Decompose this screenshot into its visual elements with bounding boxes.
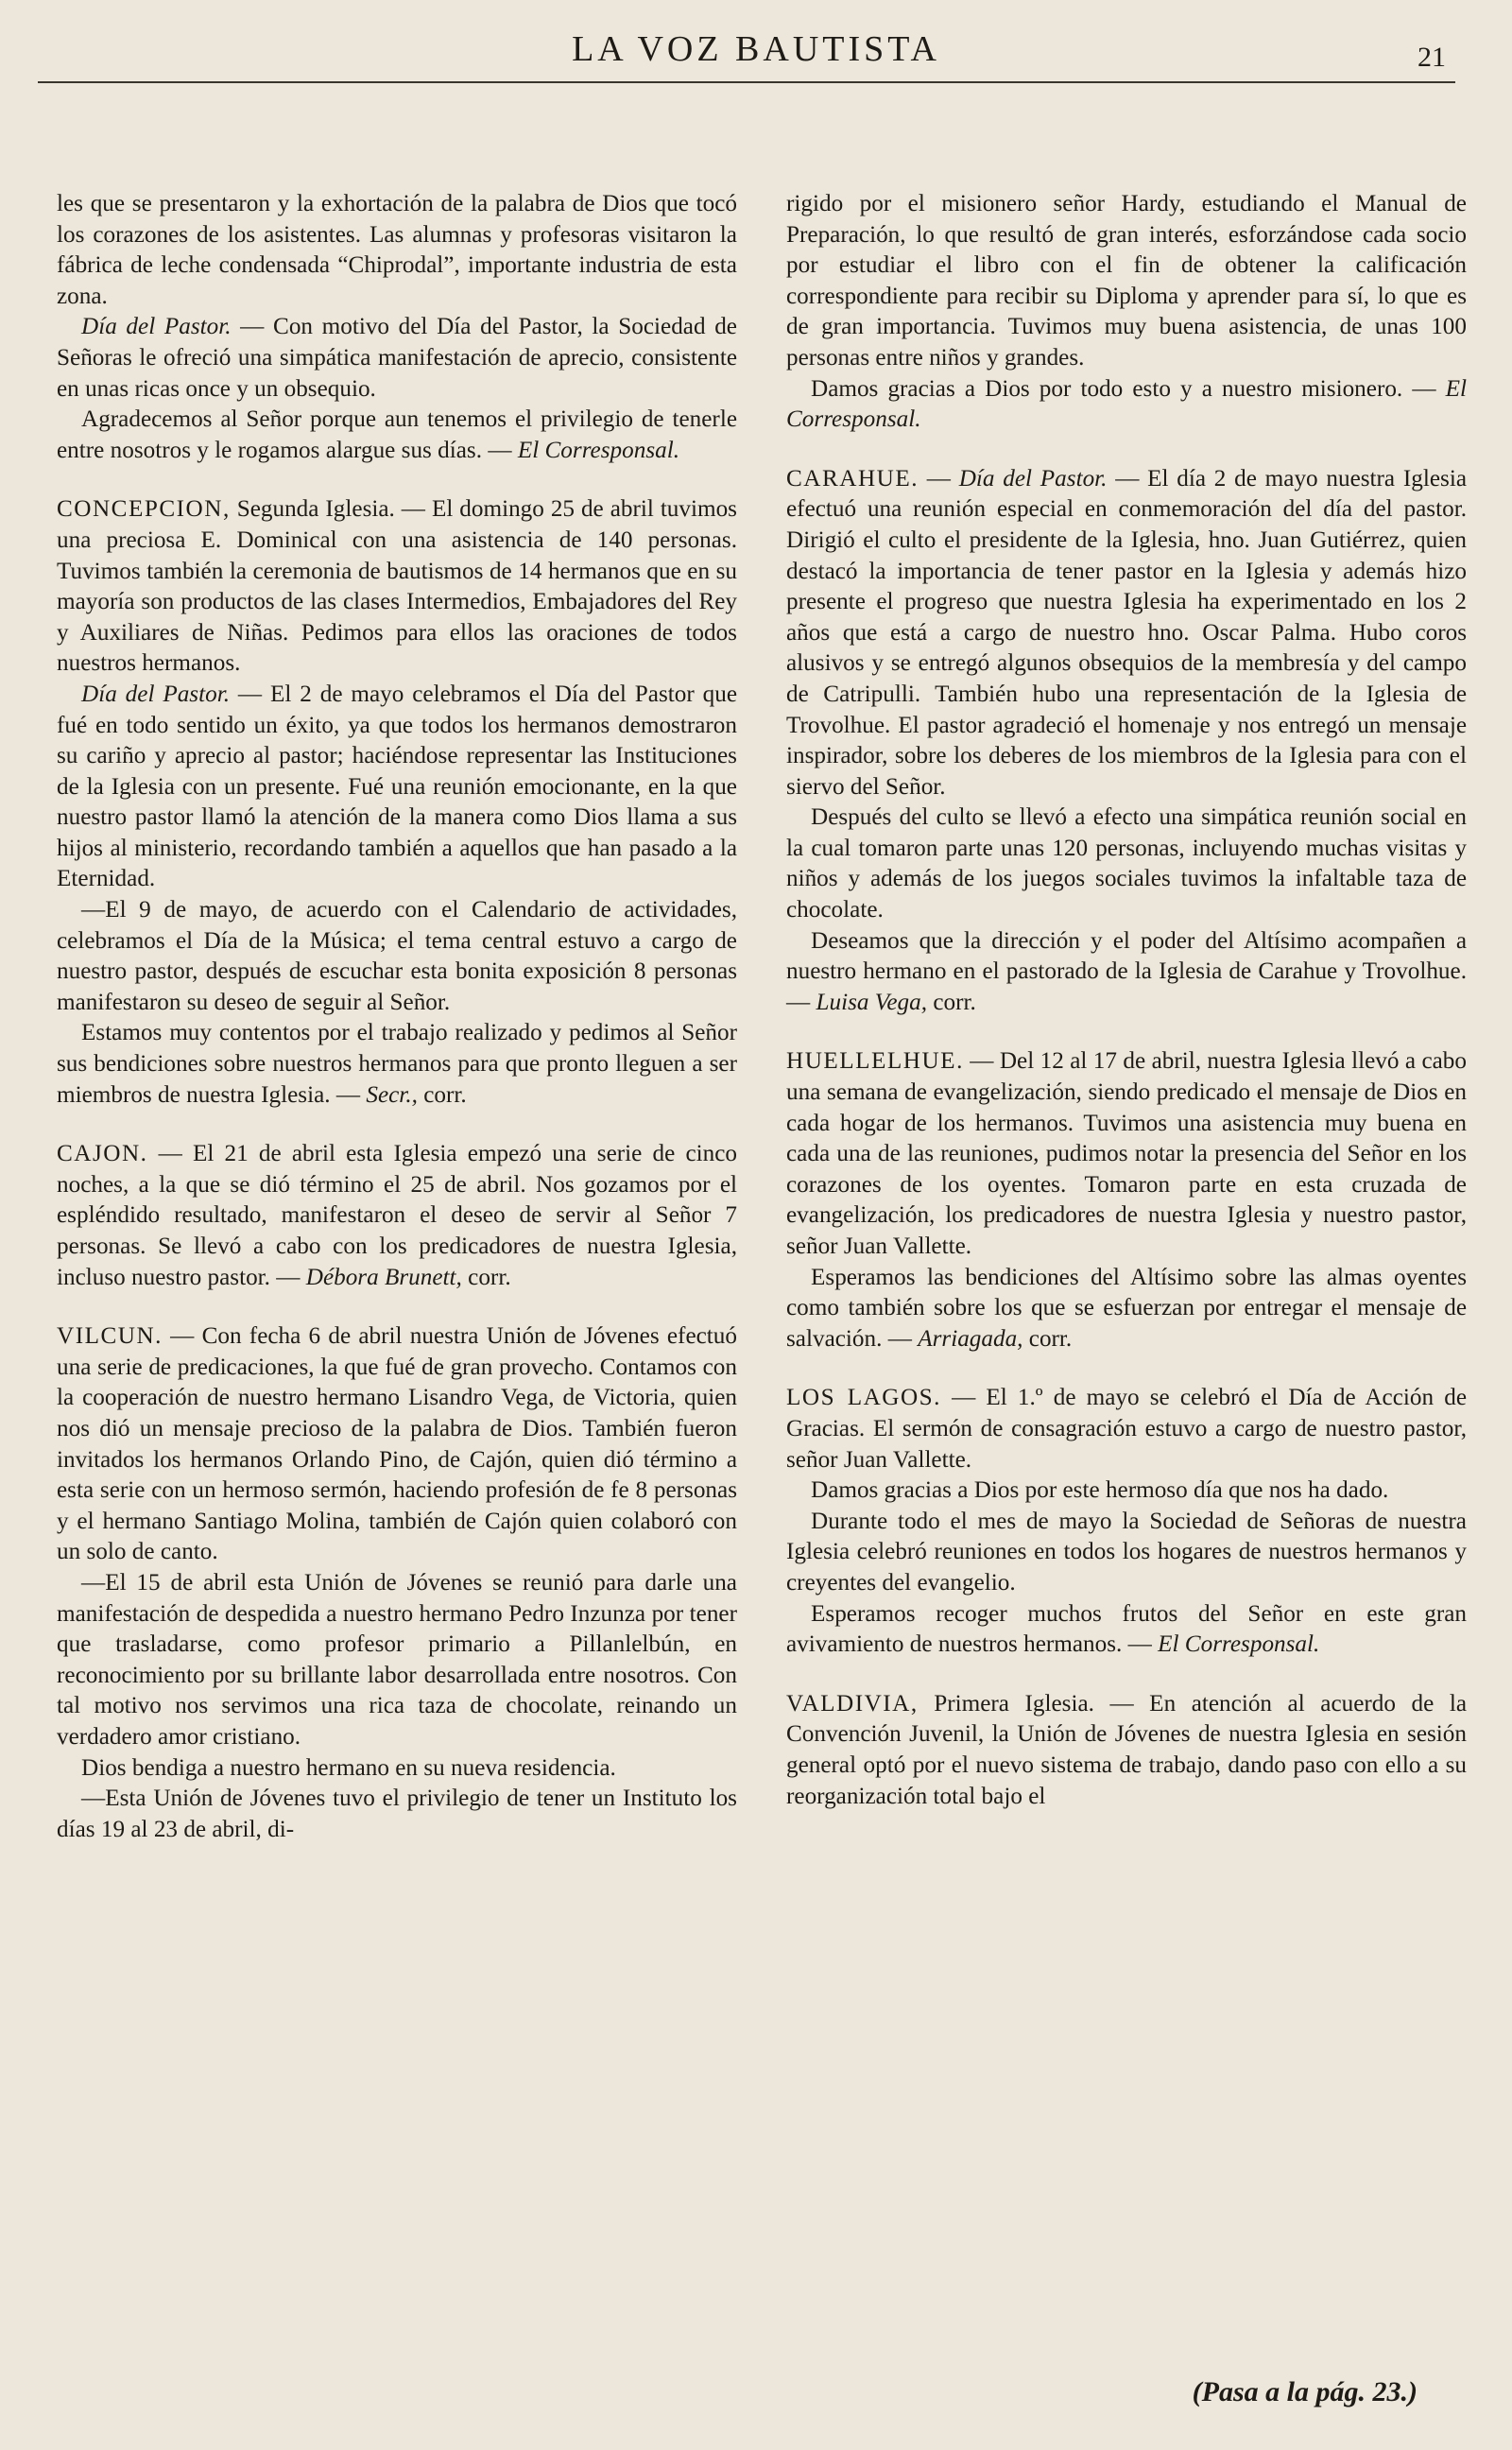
place-heading: CONCEPCION, [57,496,231,523]
signature: El Corresponsal. [1158,1631,1320,1658]
paragraph: Después del culto se llevó a efecto una simpática reunión social en la cual tomaron parte unas 120 personas, incluyendo muchas visitas y niños y además de los juegos sociales tuvimos la infaltable taza de chocolate. [786,804,1467,923]
paragraph: HUELLELHUE. — Del 12 al 17 de abril, nuestra Iglesia llevó a cabo una semana de evangelización, siendo predicado el mensaje de Dios en cada hogar de los hermanos. Tuvimos una asistencia muy buena en cada una de las reuniones, pudimos notar la presencia del Señor en los corazones de los oyentes. Tomaron parte en esta cruzada de evangelización, los predicadores de nuestra Iglesia y nuestro pastor, señor Juan Vallette. [786,1048,1467,1259]
paragraph: Deseamos que la dirección y el poder del Altísimo acompañen a nuestro hermano en el pastorado de la Iglesia de Carahue y Trovolhue. — Luisa Vega, corr. [786,927,1467,1015]
signature: Luisa Vega, [816,989,928,1015]
signature: El Corresponsal. [786,375,1467,433]
paragraph: Durante todo el mes de mayo la Sociedad de Señoras de nuestra Iglesia celebró reuniones en todos los hogares de nuestros hermanos y creyentes del evangelio. [786,1508,1467,1596]
right-column [786,189,1467,1812]
article-huellelhue [786,1046,1467,1354]
article-continuation-left [57,189,737,466]
place-heading: HUELLELHUE. [786,1048,964,1075]
article-valdivia [786,1689,1467,1812]
paragraph: Damos gracias a Dios por todo esto y a nuestro misionero. — El Corresponsal. [786,375,1467,433]
paragraph: —Esta Unión de Jóvenes tuvo el privilegio de tener un Instituto los días 19 al 23 de abril, di- [57,1786,737,1842]
paragraph: Damos gracias a Dios por este hermoso día que nos ha dado. [811,1477,1389,1504]
paragraph: —El 15 de abril esta Unión de Jóvenes se reunió para darle una manifestación de despedida a nuestro hermano Pedro Inzunza por tener que trasladarse, como profesor primario a Pillanlelbún, en reconocimiento por su brillante labor desarrollada entre nosotros. Con tal motivo nos servimos una rica taza de chocolate, reinando un verdadero amor cristiano. [57,1569,737,1750]
paragraph: rigido por el misionero señor Hardy, estudiando el Manual de Preparación, lo que resultó de gran interés, esforzándose cada socio por estudiar el libro con el fin de obtener la calificación correspondiente para recibir su Diploma y aprender para sí, lo que es de gran importancia. Tuvimos muy buena asistencia, de unas 100 personas entre niños y grandes. [786,191,1467,371]
paragraph: —El 9 de mayo, de acuerdo con el Calendario de actividades, celebramos el Día de la Música; el tema central estuvo a cargo de nuestro pastor, después de escuchar esta bonita exposición 8 personas manifestaron su deseo de seguir al Señor. [57,897,737,1015]
article-continuation-right [786,189,1467,436]
signature: Débora Brunett, [305,1264,462,1290]
page-number: 21 [1418,42,1446,73]
paragraph: LOS LAGOS. — El 1.º de mayo se celebró el Día de Acción de Gracias. El sermón de consagración estuvo a cargo de nuestro pastor, señor Juan Vallette. [786,1385,1467,1473]
place-heading: LOS LAGOS. [786,1385,941,1411]
paragraph: CARAHUE. — Día del Pastor. — El día 2 de mayo nuestra Iglesia efectuó una reunión especial en conmemoración del día del pastor. Dirigió el culto el presidente de la Iglesia, hno. Juan Gutiérrez, quien destacó la importancia de tener pastor en la Iglesia y además hizo presente el progreso que nuestra Iglesia ha experimentado en los 2 años que está a cargo de nuestro hno. Oscar Palma. Hubo coros alusivos y se entregó algunos obsequios de la membresía y del campo de Catripulli. También hubo una representación de la Iglesia de Trovolhue. El pastor agradeció el homenaje y nos entregó un mensaje inspirador, sobre los deberes de los miembros de la Iglesia para con el siervo del Señor. [786,465,1467,800]
paragraph: Estamos muy contentos por el trabajo realizado y pedimos al Señor sus bendiciones sobre nuestros hermanos para que pronto lleguen a ser miembros de nuestra Iglesia. — Secr., corr. [57,1020,737,1108]
left-column [57,189,737,1845]
paragraph: les que se presentaron y la exhortación de la palabra de Dios que tocó los corazones de los asistentes. Las alumnas y profesoras visitaron la fábrica de leche condensada “Chiprodal”, importante industria de esta zona. [57,191,737,309]
paragraph: Esperamos recoger muchos frutos del Señor en este gran avivamiento de nuestros hermanos. — El Corresponsal. [786,1600,1467,1658]
signature: El Corresponsal. [517,437,680,463]
paragraph: VILCUN. — Con fecha 6 de abril nuestra Unión de Jóvenes efectuó una serie de predicaciones, la que fué de gran provecho. Contamos con la cooperación de nuestro hermano Lisandro Vega, de Victoria, quien nos dió un mensaje precioso de la palabra de Dios. También fueron invitados los hermanos Orlando Pino, de Cajón, quien dió término a esta serie con un hermoso sermón, haciendo profesión de fe 8 personas y el hermano Santiago Molina, también de Cajón quien colaboró con un solo de canto. [57,1323,737,1565]
publication-title: LA VOZ BAUTISTA [572,29,940,69]
page-header [57,26,1455,83]
signature: Secr., [366,1081,418,1108]
paragraph: Agradecemos al Señor porque aun tenemos el privilegio de tenerle entre nosotros y le rogamos alargue sus días. — El Corresponsal. [57,406,737,463]
article-carahue [786,464,1467,1019]
article-concepcion [57,494,737,1111]
article-cajon [57,1139,737,1293]
paragraph: VALDIVIA, Primera Iglesia. — En atención al acuerdo de la Convención Juvenil, la Unión de Jóvenes de nuestra Iglesia en sesión general optó por el nuevo sistema de trabajo, dando paso con ello a su reorganización total bajo el [786,1690,1467,1809]
place-heading: CARAHUE. [786,465,919,492]
place-heading: VALDIVIA, [786,1690,919,1717]
signature: Arriagada, [918,1325,1023,1352]
paragraph: Día del Pastor. — El 2 de mayo celebramos el Día del Pastor que fué en todo sentido un éxito, ya que todos los hermanos demostraron su cariño y aprecio al pastor; haciéndose representar las Instituciones de la Iglesia con un presente. Fué una reunión emocionante, en la que nuestro pastor llamó la atención de la manera como Dios llama a sus hijos al ministerio, recordando también a aquellos que han pasado a la Eternidad. [57,681,738,892]
article-los-lagos [786,1383,1467,1660]
article-vilcun [57,1321,737,1845]
paragraph: Día del Pastor. — Con motivo del Día del Pastor, la Sociedad de Señoras le ofreció una simpática manifestación de aprecio, consistente en unas ricas once y un obsequio. [57,314,737,402]
header-rule [38,81,1455,83]
paragraph: Esperamos las bendiciones del Altísimo sobre las almas oyentes como también sobre los que se esfuerzan por entregar el mensaje de salvación. — Arriagada, corr. [786,1264,1467,1352]
paragraph: Dios bendiga a nuestro hermano en su nueva residencia. [81,1754,616,1781]
place-heading: VILCUN. [57,1323,163,1350]
place-heading: CAJON. [57,1141,148,1167]
paragraph: CONCEPCION, Segunda Iglesia. — El domingo 25 de abril tuvimos una preciosa E. Dominical con una asistencia de 140 personas. Tuvimos también la ceremonia de bautismos de 14 hermanos que en su mayoría son productos de las clases Intermedios, Embajadores del Rey y Auxiliares de Niñas. Pedimos para ellos las oraciones de todos nuestros hermanos. [57,496,737,677]
paragraph: CAJON. — El 21 de abril esta Iglesia empezó una serie de cinco noches, a la que se dió término el 25 de abril. Nos gozamos por el espléndido resultado, manifestaron el deseo de servir al Señor 7 personas. Se llevó a cabo con los predicadores de nuestra Iglesia, incluso nuestro pastor. — Débora Brunett, corr. [57,1141,737,1290]
continued-on-page-note: (Pasa a la pág. 23.) [1192,2376,1418,2407]
